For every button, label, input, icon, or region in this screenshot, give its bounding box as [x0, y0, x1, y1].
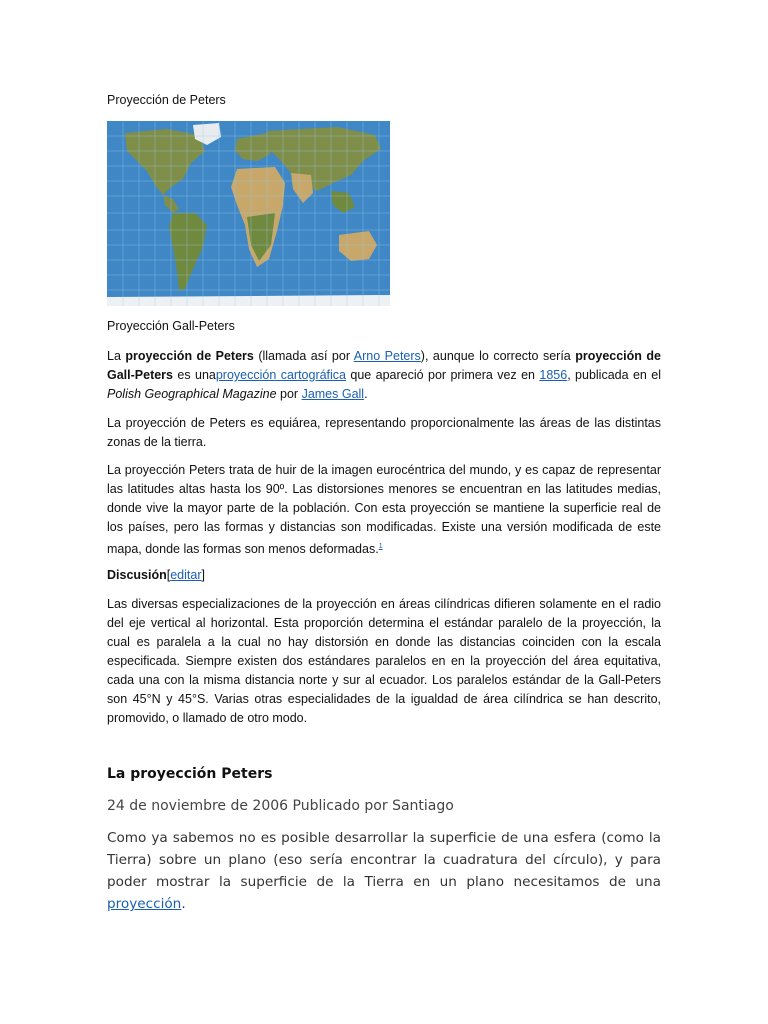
intro-paragraph — [107, 347, 661, 404]
text-run: La — [107, 349, 126, 363]
bold-term: proyección de Peters — [125, 349, 254, 363]
equiarea-paragraph: La proyección de Peters es equiárea, representando proporcionalmente las áreas de las distintas zonas de la tierra. — [107, 416, 661, 449]
discussion-heading: Discusión[editar] — [107, 568, 205, 582]
blog-dateline: 24 de noviembre de 2006 Publicado por Santiago — [107, 798, 454, 814]
section-title: Proyección de Peters — [107, 93, 226, 107]
edit-link[interactable]: editar — [170, 568, 202, 582]
italic-title: Polish Geographical Magazine — [107, 387, 277, 401]
discussion-paragraph: Las diversas especializaciones de la proyección en áreas cilíndricas difieren solamente en el radio del eje vertical al horizontal. Esta proporción determina el estándar paralelo de la proyección, la cual es paralela a la cual no hay distorsión en donde las distancias coinciden con la escala especificada. Siempre existen dos estándares paralelos en en la proyección del área equitativa, cada una con la misma distancia norte y sur al ecuador. Los paralelos estándar de la Gall-Peters son 45°N y 45°S. Varias otras especialidades de la igualdad de área cilíndrica se han descrito, promovido, o llamado de otro modo. — [107, 597, 661, 725]
world-map-image — [107, 121, 390, 306]
bold-term: proyección de Gall-Peters — [107, 349, 661, 382]
text-run: La proyección Peters trata de huir de la imagen eurocéntrica del mundo, y es capaz de representar las latitudes altas hasta los 90º. Las distorsiones menores se encuentran en las latitudes medias, donde vive la mayor parte de la población. Con esta proyección se mantiene la superficie real de los países, pero las formas y distancias son modificadas. Existe una versión modificada de este mapa, donde las formas son menos deformadas. — [107, 463, 661, 557]
link-james-gall[interactable]: James Gall — [301, 387, 365, 401]
text-run: que apareció por primera vez en — [346, 368, 540, 382]
text-run: , publicada en el — [567, 368, 661, 382]
text-run: . — [364, 387, 368, 401]
reference-link[interactable]: 1 — [378, 543, 383, 550]
blog-body — [107, 827, 661, 915]
world-map-icon — [107, 121, 390, 306]
text-run: es una — [173, 368, 216, 382]
link-proyeccion-cartografica[interactable]: proyección cartográfica — [215, 368, 347, 382]
text-run: . — [181, 896, 186, 912]
blog-title: La proyección Peters — [107, 766, 273, 782]
link-1856[interactable]: 1856 — [539, 368, 568, 382]
link-arno-peters[interactable]: Arno Peters — [353, 349, 421, 363]
text-run: por — [276, 387, 302, 401]
link-proyeccion[interactable]: proyección — [107, 896, 182, 912]
text-run: ), aunque lo correcto sería — [420, 349, 576, 363]
text-run: Como ya sabemos no es posible desarrollar la superficie de una esfera (como la Tierra) sobre un plano (eso sería encontrar la cuadratura del círculo), y para poder mostrar la superficie de la Tierra en un plano necesitamos de una — [107, 830, 661, 890]
text-run: (llamada así por — [253, 349, 354, 363]
eurocentric-paragraph — [107, 461, 661, 559]
map-caption: Proyección Gall-Peters — [107, 319, 235, 333]
discussion-label: Discusión — [107, 568, 167, 582]
